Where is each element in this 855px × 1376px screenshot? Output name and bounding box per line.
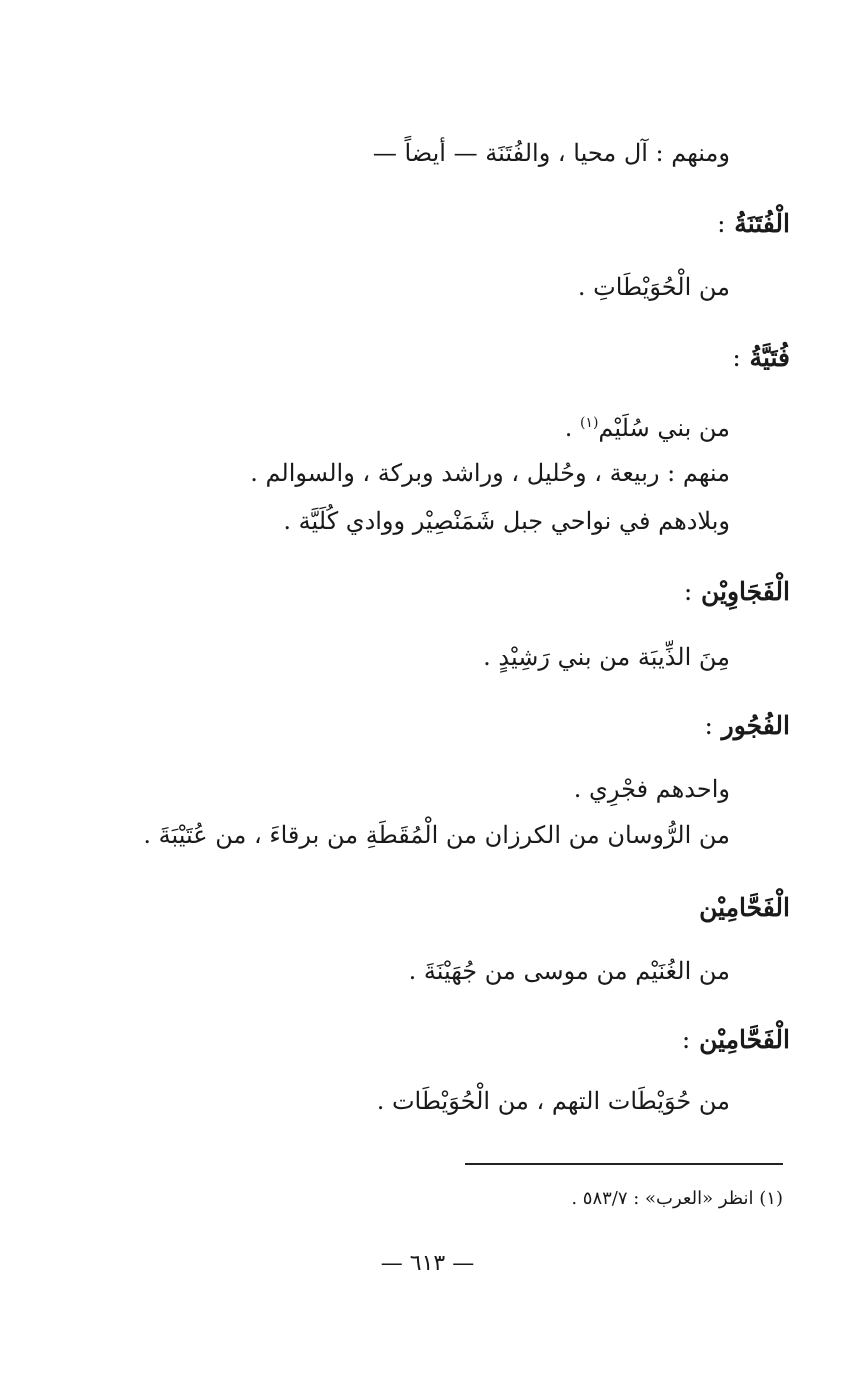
text-line: من حُوَيْطَات التهم ، من الْحُوَيْطَات . bbox=[376, 1087, 730, 1115]
heading-colon: : bbox=[681, 1025, 691, 1054]
heading-word: الْفُتَنَةُ bbox=[734, 209, 790, 238]
text-line: من الغُنَيْم من موسى من جُهَيْنَةَ . bbox=[408, 957, 730, 985]
heading-word: الْفَحَّامِيْن bbox=[699, 1025, 790, 1054]
entry-heading bbox=[717, 206, 790, 242]
text-line: ومنهم : آل محيا ، والفُتَنَة — أيضاً — bbox=[372, 139, 730, 167]
heading-word: الْفَحَّامِيْن bbox=[699, 893, 790, 922]
text-line bbox=[565, 406, 730, 445]
text-segment: . bbox=[564, 414, 580, 442]
text-line: واحدهم فجْرِي . bbox=[573, 775, 730, 803]
heading-colon: : bbox=[704, 711, 713, 740]
entry-heading bbox=[684, 574, 790, 610]
footnote: (١) انظر «العرب» : ٥٨٣/٧ . bbox=[571, 1188, 783, 1209]
heading-colon: : bbox=[717, 209, 726, 238]
heading-word: الْفَجَاوِيْن bbox=[700, 577, 790, 606]
text-line: من الرُّوسان من الكرزان من الْمُقَطَةِ من برقاءَ ، من عُتَيْبَةَ . bbox=[143, 821, 730, 849]
text-line: من الْحُوَيْطَاتِ . bbox=[577, 273, 730, 301]
footnote-separator bbox=[465, 1163, 783, 1165]
entry-heading bbox=[699, 890, 790, 926]
heading-colon: : bbox=[732, 343, 741, 372]
entry-heading bbox=[682, 1022, 790, 1058]
text-line: وبلادهم في نواحي جبل شَمَنْصِيْر ووادي كُلَيَّة . bbox=[283, 507, 730, 535]
footnote-reference: (١) bbox=[579, 415, 599, 431]
text-line: منهم : ربيعة ، وحُليل ، وراشد وبركة ، والسوالم . bbox=[250, 459, 730, 487]
page-number: — ٦١٣ — bbox=[380, 1251, 475, 1276]
text-line: مِنَ الذِّيبَة من بني رَشِيْدٍ . bbox=[483, 643, 730, 671]
text-segment: من بني سُلَيْم bbox=[598, 414, 730, 442]
heading-word: فُتَيَّةُ bbox=[749, 343, 790, 372]
heading-word: الفُجُور bbox=[721, 711, 790, 740]
entry-heading bbox=[705, 708, 791, 744]
heading-colon: : bbox=[683, 577, 693, 606]
entry-heading bbox=[732, 340, 790, 376]
